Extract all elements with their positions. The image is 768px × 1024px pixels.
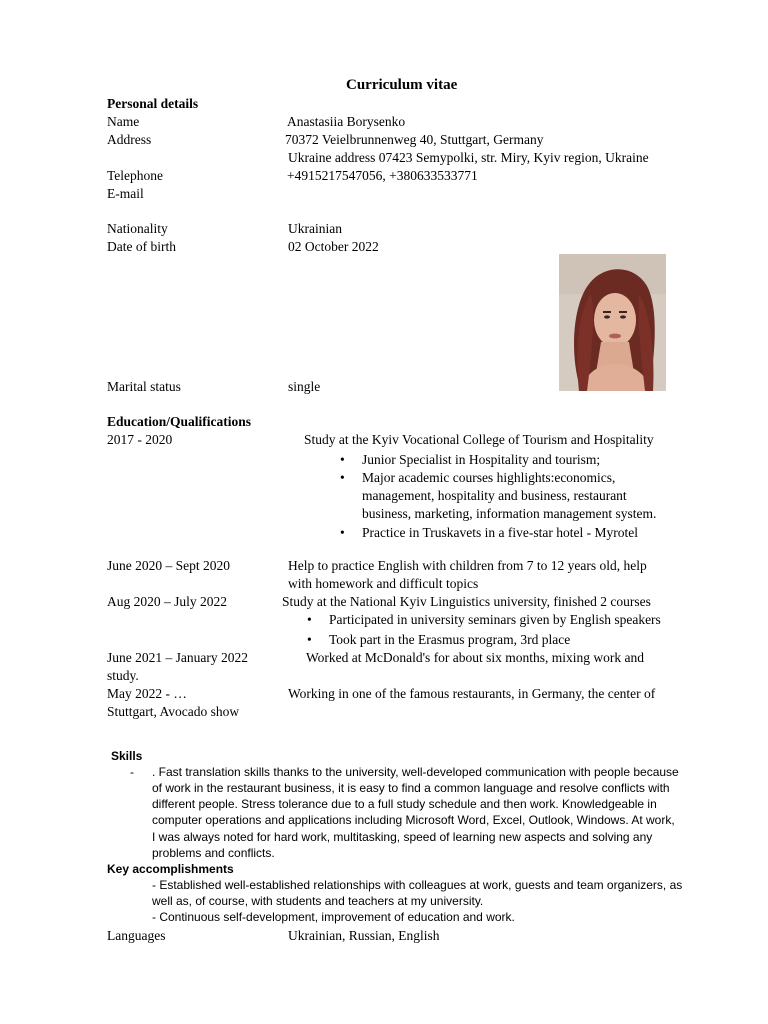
skills-line-1: . Fast translation skills thanks to the university, well-developed communication with people because [152, 765, 679, 779]
languages-value: Ukrainian, Russian, English [288, 928, 440, 943]
dob-value: 02 October 2022 [288, 239, 379, 254]
skills-line-3: different people. Stress tolerance due to a full study schedule and then work. Knowledgeable in [152, 797, 657, 811]
education-2-text: Help to practice English with children from 7 to 12 years old, help [288, 558, 647, 573]
education-1-date: 2017 - 2020 [107, 432, 173, 447]
languages-label: Languages [107, 928, 166, 943]
accomplishments-heading: Key accomplishments [107, 862, 234, 876]
education-5-continuation: Stuttgart, Avocado show [107, 704, 240, 719]
education-2-text-line-2: with homework and difficult topics [288, 576, 479, 591]
page-title: Curriculum vitae [346, 77, 458, 93]
education-3-bullet-2: • Took part in the Erasmus program, 3rd place [329, 631, 570, 649]
marital-status-value: single [288, 379, 321, 394]
skills-heading: Skills [111, 749, 143, 763]
education-4-continuation: study. [107, 668, 139, 683]
education-1-bullet-2-line-2: management, hospitality and business, restaurant [362, 488, 627, 503]
education-heading: Education/Qualifications [107, 414, 252, 429]
skills-dash: - [130, 765, 134, 779]
education-1-bullet-3: • Practice in Truskavets in a five-star hotel - Myrotel [362, 524, 638, 542]
education-3-text: Study at the National Kyiv Linguistics university, finished 2 courses [282, 594, 651, 609]
education-1-bullet-1: • Junior Specialist in Hospitality and tourism; [362, 451, 600, 469]
education-4-text: Worked at McDonald's for about six months, mixing work and [306, 650, 645, 665]
education-3-date: Aug 2020 – July 2022 [107, 594, 228, 609]
address-label: Address [107, 132, 152, 147]
nationality-value: Ukrainian [288, 221, 342, 236]
accomplishments-line-1: - Established well-established relationships with colleagues at work, guests and team organizers, as [152, 878, 683, 892]
personal-details-heading: Personal details [107, 96, 199, 111]
profile-photo [559, 254, 666, 391]
email-label: E-mail [107, 186, 144, 201]
education-5-date: May 2022 - … [107, 686, 187, 701]
nationality-label: Nationality [107, 221, 168, 236]
name-label: Name [107, 114, 140, 129]
skills-line-4: computer operations and applications including Microsoft Word, Excel, Outlook, Windows. At work, [152, 813, 675, 827]
name-value: Anastasiia Borysenko [287, 114, 406, 129]
telephone-value: +4915217547056, +380633533771 [287, 168, 478, 183]
telephone-label: Telephone [107, 168, 164, 183]
education-1-text: Study at the Kyiv Vocational College of Tourism and Hospitality [304, 432, 654, 447]
accomplishments-line-3: - Continuous self-development, improvement of education and work. [152, 910, 515, 924]
skills-line-5: I was always noted for hard work, multitasking, speed of learning new aspects and solving any [152, 830, 653, 844]
education-1-bullet-2: • Major academic courses highlights:economics, [362, 469, 615, 487]
portrait-image [559, 254, 666, 391]
education-3-bullet-1: • Participated in university seminars given by English speakers [329, 611, 661, 629]
education-4-date: June 2021 – January 2022 [107, 650, 248, 665]
education-5-text: Working in one of the famous restaurants, in Germany, the center of [288, 686, 656, 701]
accomplishments-line-2: well as, of course, with students and teachers at my university. [152, 894, 484, 908]
dob-label: Date of birth [107, 239, 176, 254]
education-1-bullet-2-line-3: business, marketing, information management system. [362, 506, 657, 521]
address-line-1: 70372 Veielbrunnenweg 40, Stuttgart, Germany [285, 132, 544, 147]
skills-line-2: of work in the restaurant business, it is easy to find a common language and resolve conflicts with [152, 781, 670, 795]
marital-status-label: Marital status [107, 379, 181, 394]
education-2-date: June 2020 – Sept 2020 [107, 558, 230, 573]
skills-line-6: problems and conflicts. [152, 846, 275, 860]
address-line-2: Ukraine address 07423 Semypolki, str. Miry, Kyiv region, Ukraine [288, 150, 649, 165]
